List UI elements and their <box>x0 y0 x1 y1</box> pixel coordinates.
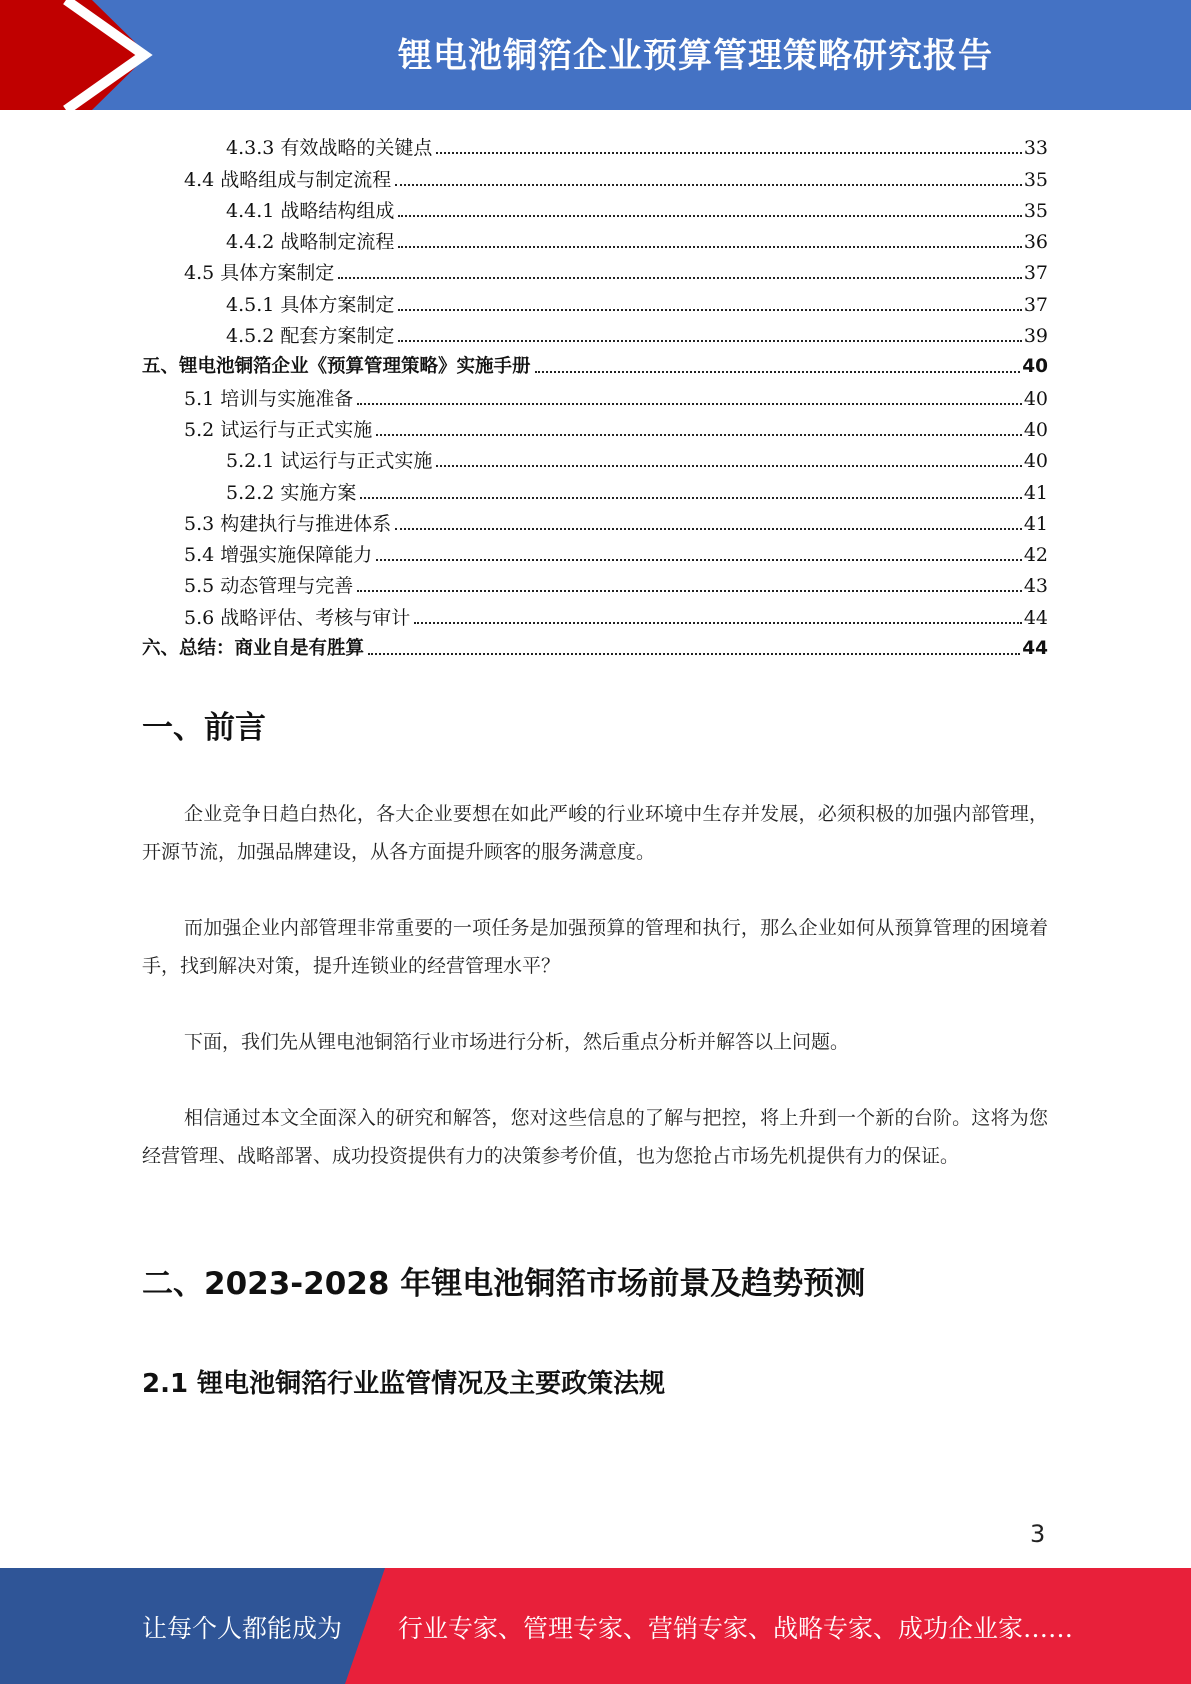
toc-dot-leader <box>398 340 1021 342</box>
toc-dot-leader <box>436 152 1021 154</box>
report-title: 锂电池铜箔企业预算管理策略研究报告 <box>398 36 993 76</box>
page-number: 3 <box>1030 1520 1046 1548</box>
toc-entry-title: 5.6 战略评估、考核与审计 <box>184 606 411 629</box>
toc-dot-leader <box>360 497 1021 499</box>
toc-entry-page: 40 <box>1022 356 1048 378</box>
footer-slogan-right: 行业专家、管理专家、营销专家、战略专家、成功企业家…… <box>398 1614 1074 1643</box>
toc-dot-leader <box>398 215 1021 217</box>
toc-entry-page: 40 <box>1023 418 1048 441</box>
toc-entry-page: 41 <box>1023 512 1048 535</box>
toc-entry-page: 44 <box>1023 606 1048 629</box>
toc-entry-title: 六、总结：商业自是有胜算 <box>142 638 365 660</box>
toc-entry[interactable] <box>142 378 1048 409</box>
toc-entry-title: 5.2.1 试运行与正式实施 <box>226 450 433 473</box>
toc-entry-page: 43 <box>1023 575 1048 598</box>
toc-entry[interactable] <box>142 128 1048 159</box>
toc-dot-leader <box>376 559 1022 561</box>
toc-entry-page: 37 <box>1023 262 1048 285</box>
toc-entry-page: 44 <box>1022 638 1048 660</box>
toc-entry[interactable] <box>142 222 1048 253</box>
paragraph: 企业竞争日趋白热化，各大企业要想在如此严峻的行业环境中生存并发展，必须积极的加强内部管理，开源节流，加强品牌建设，从各方面提升顾客的服务满意度。 <box>142 803 1048 863</box>
toc-entry[interactable] <box>142 284 1048 315</box>
paragraph: 相信通过本文全面深入的研究和解答，您对这些信息的了解与把控，将上升到一个新的台阶。这将为您经营管理、战略部署、成功投资提供有力的决策参考价值，也为您抢占市场先机提供有力的保证。 <box>142 1107 1048 1167</box>
section-heading-preface: 一、前言 <box>142 710 266 746</box>
header-chevron-icon <box>0 0 160 110</box>
toc-dot-leader <box>357 590 1022 592</box>
table-of-contents <box>142 128 1048 660</box>
toc-entry-title: 4.4.1 战略结构组成 <box>226 199 395 222</box>
toc-entry-title: 4.4.2 战略制定流程 <box>226 231 395 254</box>
paragraph: 下面，我们先从锂电池铜箔行业市场进行分析，然后重点分析并解答以上问题。 <box>184 1031 850 1053</box>
toc-dot-leader <box>398 309 1021 311</box>
toc-entry[interactable] <box>142 472 1048 503</box>
toc-entry[interactable] <box>142 566 1048 597</box>
toc-entry-title: 5.5 动态管理与完善 <box>184 575 354 598</box>
toc-entry-title: 5.2 试运行与正式实施 <box>184 418 373 441</box>
toc-entry[interactable] <box>142 410 1048 441</box>
toc-entry-page: 37 <box>1023 293 1048 316</box>
toc-entry-page: 33 <box>1023 137 1048 160</box>
toc-dot-leader <box>395 528 1022 530</box>
toc-dot-leader <box>357 403 1022 405</box>
paragraph: 而加强企业内部管理非常重要的一项任务是加强预算的管理和执行，那么企业如何从预算管理的困境着手，找到解决对策，提升连锁业的经营管理水平？ <box>142 917 1048 977</box>
toc-entry[interactable] <box>142 347 1048 378</box>
toc-dot-leader <box>535 371 1021 373</box>
toc-entry-page: 39 <box>1023 325 1048 348</box>
toc-entry-title: 5.4 增强实施保障能力 <box>184 544 373 567</box>
toc-dot-leader <box>398 246 1021 248</box>
section-heading-market-outlook: 二、2023-2028 年锂电池铜箔市场前景及趋势预测 <box>142 1266 866 1302</box>
toc-entry[interactable] <box>142 159 1048 190</box>
toc-entry-title: 5.3 构建执行与推进体系 <box>184 512 392 535</box>
toc-dot-leader <box>414 622 1022 624</box>
toc-entry[interactable] <box>142 191 1048 222</box>
toc-entry-page: 42 <box>1023 544 1048 567</box>
toc-entry[interactable] <box>142 253 1048 284</box>
toc-entry-title: 4.4 战略组成与制定流程 <box>184 168 392 191</box>
toc-entry-title: 5.1 培训与实施准备 <box>184 387 354 410</box>
toc-entry[interactable] <box>142 441 1048 472</box>
toc-entry-page: 41 <box>1023 481 1048 504</box>
page-header <box>0 0 1191 110</box>
toc-entry-title: 4.5.2 配套方案制定 <box>226 325 395 348</box>
toc-entry-page: 40 <box>1023 450 1048 473</box>
toc-entry[interactable] <box>142 504 1048 535</box>
toc-dot-leader <box>436 465 1021 467</box>
toc-entry-title: 4.3.3 有效战略的关键点 <box>226 137 433 160</box>
toc-dot-leader <box>376 434 1022 436</box>
toc-dot-leader <box>368 653 1020 655</box>
toc-entry-page: 35 <box>1023 199 1048 222</box>
toc-entry-title: 5.2.2 实施方案 <box>226 481 357 504</box>
toc-entry-page: 35 <box>1023 168 1048 191</box>
toc-entry[interactable] <box>142 535 1048 566</box>
toc-entry-title: 4.5.1 具体方案制定 <box>226 293 395 316</box>
toc-entry[interactable] <box>142 316 1048 347</box>
toc-entry[interactable] <box>142 629 1048 660</box>
page-footer <box>0 1568 1191 1684</box>
toc-dot-leader <box>338 277 1022 279</box>
footer-slogan-left: 让每个人都能成为 <box>142 1614 343 1643</box>
toc-entry-title: 五、锂电池铜箔企业《预算管理策略》实施手册 <box>142 356 531 378</box>
toc-entry[interactable] <box>142 597 1048 628</box>
toc-dot-leader <box>395 184 1022 186</box>
toc-entry-title: 4.5 具体方案制定 <box>184 262 335 285</box>
subsection-heading-regulation: 2.1 锂电池铜箔行业监管情况及主要政策法规 <box>142 1369 666 1399</box>
toc-entry-page: 36 <box>1023 231 1048 254</box>
toc-entry-page: 40 <box>1023 387 1048 410</box>
